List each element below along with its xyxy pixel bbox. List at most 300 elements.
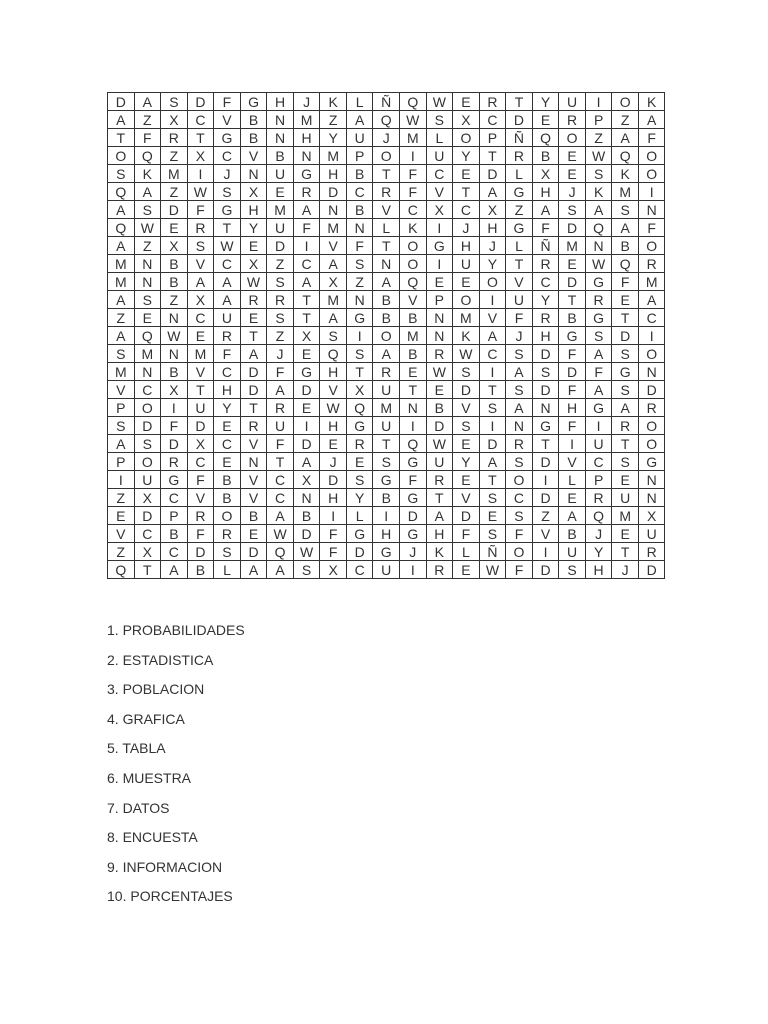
grid-cell: R [506,435,533,453]
grid-row [108,183,665,201]
grid-cell: F [187,471,214,489]
grid-cell: R [267,399,294,417]
grid-cell: Z [532,507,559,525]
grid-cell: N [134,273,161,291]
grid-cell: I [293,417,320,435]
grid-cell: X [240,183,267,201]
grid-cell: D [532,453,559,471]
grid-cell: S [108,345,135,363]
grid-cell: X [134,543,161,561]
grid-row [108,237,665,255]
grid-cell: Q [346,399,373,417]
grid-cell: I [479,363,506,381]
grid-cell: Q [400,435,427,453]
grid-cell: U [214,309,241,327]
grid-cell: T [479,381,506,399]
grid-cell: Q [108,183,135,201]
grid-cell: R [638,255,665,273]
grid-cell: G [559,327,586,345]
grid-cell: N [638,471,665,489]
grid-cell: C [134,525,161,543]
grid-cell: W [240,273,267,291]
grid-cell: D [161,435,188,453]
grid-cell: E [134,309,161,327]
grid-cell: N [506,417,533,435]
grid-cell: G [506,183,533,201]
grid-cell: S [506,507,533,525]
grid-cell: B [161,525,188,543]
grid-cell: A [108,111,135,129]
grid-cell: R [638,399,665,417]
grid-cell: C [267,471,294,489]
grid-cell: S [187,237,214,255]
grid-cell: G [346,417,373,435]
grid-cell: U [134,471,161,489]
grid-cell: Q [585,507,612,525]
grid-cell: D [240,543,267,561]
grid-cell: N [134,363,161,381]
grid-cell: B [187,561,214,579]
grid-cell: F [400,471,427,489]
grid-cell: M [453,309,480,327]
grid-cell: S [346,471,373,489]
grid-cell: U [373,417,400,435]
grid-cell: D [267,237,294,255]
grid-cell: B [373,309,400,327]
grid-cell: A [293,201,320,219]
grid-cell: V [426,183,453,201]
grid-cell: E [187,327,214,345]
grid-cell: E [559,147,586,165]
grid-cell: E [161,219,188,237]
grid-cell: V [240,489,267,507]
grid-row [108,399,665,417]
grid-cell: O [479,273,506,291]
grid-row [108,543,665,561]
grid-cell: H [320,363,347,381]
grid-cell: F [267,435,294,453]
grid-cell: Q [532,129,559,147]
grid-cell: I [400,561,427,579]
grid-cell: A [240,345,267,363]
grid-cell: W [161,327,188,345]
grid-cell: J [214,165,241,183]
grid-cell: M [161,165,188,183]
grid-cell: E [453,165,480,183]
grid-cell: B [161,255,188,273]
grid-cell: I [479,417,506,435]
grid-cell: M [320,219,347,237]
grid-row [108,291,665,309]
grid-cell: C [161,543,188,561]
grid-cell: S [108,417,135,435]
grid-cell: A [585,201,612,219]
grid-cell: S [293,561,320,579]
grid-cell: H [320,165,347,183]
grid-cell: O [108,147,135,165]
grid-cell: M [108,363,135,381]
grid-cell: T [108,129,135,147]
grid-cell: B [400,345,427,363]
grid-cell: U [559,93,586,111]
grid-cell: E [108,507,135,525]
grid-row [108,489,665,507]
grid-cell: D [559,363,586,381]
grid-cell: W [426,93,453,111]
grid-cell: B [161,363,188,381]
grid-cell: R [585,489,612,507]
grid-cell: F [346,237,373,255]
grid-cell: D [612,327,639,345]
grid-cell: L [426,129,453,147]
grid-cell: B [612,237,639,255]
grid-cell: R [214,525,241,543]
grid-cell: C [161,489,188,507]
grid-cell: Z [267,255,294,273]
word-list-item: 1. PROBABILIDADES [107,622,245,638]
grid-cell: U [585,435,612,453]
grid-cell: A [320,309,347,327]
grid-cell: S [559,201,586,219]
grid-cell: I [108,471,135,489]
grid-cell: B [240,111,267,129]
grid-cell: A [134,183,161,201]
grid-cell: X [293,327,320,345]
grid-cell: H [240,201,267,219]
grid-cell: P [585,111,612,129]
grid-cell: Z [161,291,188,309]
grid-cell: Q [612,147,639,165]
grid-cell: M [320,291,347,309]
grid-cell: N [267,129,294,147]
grid-cell: C [426,165,453,183]
grid-cell: G [426,237,453,255]
grid-cell: W [400,111,427,129]
grid-cell: N [161,345,188,363]
grid-cell: W [585,255,612,273]
grid-cell: O [638,147,665,165]
grid-cell: F [187,525,214,543]
grid-cell: Z [161,147,188,165]
grid-cell: U [267,165,294,183]
grid-row [108,471,665,489]
grid-row [108,165,665,183]
grid-cell: T [479,147,506,165]
word-list-item: 6. MUESTRA [107,769,192,786]
grid-cell: A [267,561,294,579]
grid-cell: A [506,363,533,381]
word-list [107,620,245,916]
grid-cell: V [559,453,586,471]
grid-cell: Y [479,255,506,273]
grid-row [108,561,665,579]
grid-cell: M [400,327,427,345]
grid-cell: N [426,327,453,345]
grid-cell: S [479,525,506,543]
grid-cell: F [506,309,533,327]
grid-cell: U [453,255,480,273]
grid-cell: X [320,561,347,579]
grid-cell: M [559,237,586,255]
grid-cell: A [638,111,665,129]
grid-cell: A [293,453,320,471]
grid-cell: A [479,453,506,471]
grid-cell: L [559,471,586,489]
grid-cell: V [532,525,559,543]
grid-cell: D [400,507,427,525]
grid-cell: T [187,381,214,399]
grid-cell: X [346,381,373,399]
grid-cell: G [400,453,427,471]
grid-cell: E [479,507,506,525]
word-list-item: 9. INFORMACION [107,858,223,875]
grid-cell: G [400,489,427,507]
grid-cell: B [214,471,241,489]
grid-cell: V [240,471,267,489]
grid-cell: F [638,129,665,147]
grid-cell: I [585,93,612,111]
grid-row [108,345,665,363]
grid-cell: B [240,507,267,525]
grid-cell: C [187,111,214,129]
grid-cell: W [187,183,214,201]
grid-cell: I [532,543,559,561]
grid-cell: V [400,291,427,309]
grid-cell: B [426,399,453,417]
grid-cell: R [267,291,294,309]
grid-cell: C [532,273,559,291]
grid-cell: B [373,489,400,507]
grid-cell: T [479,471,506,489]
grid-cell: P [346,147,373,165]
grid-cell: D [559,273,586,291]
grid-cell: G [214,129,241,147]
grid-cell: D [134,417,161,435]
grid-cell: N [161,309,188,327]
grid-cell: P [585,471,612,489]
grid-cell: C [506,489,533,507]
word-list-item: 4. GRAFICA [107,710,185,727]
grid-cell: O [638,237,665,255]
grid-cell: S [506,453,533,471]
grid-cell: T [346,363,373,381]
grid-cell: Q [134,327,161,345]
grid-cell: R [373,183,400,201]
grid-cell: N [638,363,665,381]
grid-cell: O [373,147,400,165]
grid-cell: H [267,93,294,111]
grid-cell: G [373,543,400,561]
grid-cell: V [479,309,506,327]
grid-cell: D [638,381,665,399]
grid-cell: B [161,273,188,291]
grid-row [108,417,665,435]
grid-row [108,453,665,471]
grid-cell: J [320,453,347,471]
grid-cell: S [346,345,373,363]
grid-cell: S [612,381,639,399]
grid-cell: T [453,183,480,201]
grid-cell: Z [108,489,135,507]
grid-cell: W [426,435,453,453]
grid-cell: E [426,381,453,399]
grid-cell: Z [585,129,612,147]
grid-cell: A [373,273,400,291]
grid-cell: D [638,561,665,579]
grid-cell: H [426,525,453,543]
grid-cell: S [134,435,161,453]
grid-row [108,219,665,237]
grid-cell: U [426,147,453,165]
grid-cell: J [373,129,400,147]
grid-cell: V [453,399,480,417]
grid-cell: J [453,219,480,237]
grid-cell: R [214,327,241,345]
grid-cell: X [161,381,188,399]
grid-cell: N [134,255,161,273]
grid-row [108,507,665,525]
grid-cell: U [267,417,294,435]
grid-cell: T [373,237,400,255]
grid-cell: A [585,345,612,363]
grid-cell: I [559,435,586,453]
grid-cell: C [187,453,214,471]
grid-cell: R [426,345,453,363]
grid-cell: T [426,489,453,507]
grid-cell: S [346,255,373,273]
grid-cell: D [293,381,320,399]
grid-cell: I [426,219,453,237]
grid-cell: M [267,201,294,219]
grid-cell: Y [214,399,241,417]
grid-cell: D [426,417,453,435]
word-list-item: 2. ESTADISTICA [107,651,214,668]
grid-cell: D [532,489,559,507]
grid-cell: A [612,219,639,237]
grid-cell: O [400,255,427,273]
grid-cell: A [214,291,241,309]
grid-cell: G [585,309,612,327]
grid-cell: V [373,201,400,219]
grid-cell: S [585,327,612,345]
grid-cell: F [161,417,188,435]
grid-cell: Q [585,219,612,237]
grid-cell: E [240,309,267,327]
grid-cell: G [240,93,267,111]
grid-cell: S [506,345,533,363]
grid-cell: F [267,363,294,381]
grid-cell: J [479,237,506,255]
grid-cell: R [161,129,188,147]
grid-cell: G [506,219,533,237]
grid-cell: U [373,561,400,579]
grid-cell: Ñ [479,543,506,561]
grid-cell: M [108,255,135,273]
grid-cell: B [532,147,559,165]
grid-cell: G [346,525,373,543]
grid-cell: Y [532,93,559,111]
grid-cell: P [108,453,135,471]
word-list-item: 10. PORCENTAJES [107,888,233,905]
grid-cell: E [267,183,294,201]
grid-cell: Z [320,111,347,129]
grid-cell: D [134,507,161,525]
grid-cell: U [638,525,665,543]
grid-cell: R [532,309,559,327]
grid-cell: E [532,111,559,129]
grid-cell: O [400,237,427,255]
grid-cell: E [453,435,480,453]
grid-cell: F [532,219,559,237]
grid-cell: Z [506,201,533,219]
grid-cell: A [426,507,453,525]
grid-cell: E [453,471,480,489]
grid-cell: X [638,507,665,525]
grid-cell: D [559,219,586,237]
grid-cell: L [506,165,533,183]
grid-cell: I [373,507,400,525]
grid-cell: H [585,561,612,579]
grid-cell: X [187,291,214,309]
grid-cell: S [214,183,241,201]
grid-cell: T [559,291,586,309]
grid-cell: I [346,327,373,345]
grid-cell: W [293,543,320,561]
grid-cell: H [532,183,559,201]
grid-cell: T [532,435,559,453]
grid-cell: M [108,273,135,291]
grid-cell: E [293,345,320,363]
grid-cell: E [214,453,241,471]
grid-cell: F [187,201,214,219]
grid-cell: F [293,219,320,237]
grid-cell: S [559,561,586,579]
grid-cell: R [240,417,267,435]
grid-cell: Y [585,543,612,561]
grid-cell: B [559,309,586,327]
grid-cell: R [559,111,586,129]
grid-cell: I [320,507,347,525]
grid-cell: D [506,111,533,129]
grid-cell: F [585,363,612,381]
grid-cell: C [214,363,241,381]
grid-cell: S [532,363,559,381]
grid-row [108,435,665,453]
grid-cell: U [187,399,214,417]
grid-cell: H [532,327,559,345]
grid-cell: I [638,327,665,345]
grid-cell: M [400,129,427,147]
grid-cell: A [134,93,161,111]
grid-cell: V [240,435,267,453]
grid-cell: X [134,489,161,507]
grid-cell: D [320,471,347,489]
grid-row [108,147,665,165]
grid-cell: C [187,309,214,327]
grid-cell: K [612,165,639,183]
grid-cell: A [108,435,135,453]
grid-cell: G [585,399,612,417]
grid-cell: Y [320,129,347,147]
grid-cell: T [506,255,533,273]
grid-cell: S [108,165,135,183]
grid-cell: M [638,273,665,291]
grid-cell: Ñ [373,93,400,111]
grid-cell: P [426,291,453,309]
grid-cell: R [426,561,453,579]
grid-cell: M [612,507,639,525]
grid-cell: D [532,381,559,399]
